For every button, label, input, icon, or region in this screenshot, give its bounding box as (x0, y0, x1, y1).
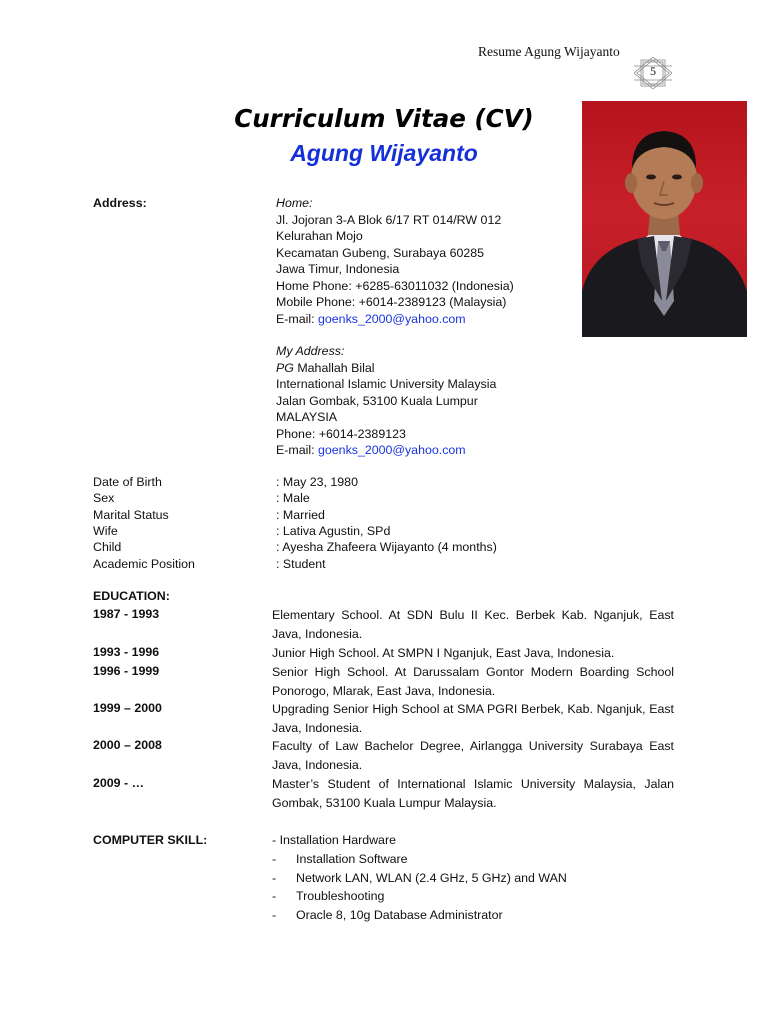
my-address-line: Jalan Gombak, 53100 Kuala Lumpur (276, 393, 478, 408)
home-address-line: Jawa Timur, Indonesia (276, 262, 400, 276)
computer-skill-heading: COMPUTER SKILL: (93, 833, 208, 847)
my-email-link[interactable]: goenks_2000@yahoo.com (318, 443, 466, 457)
home-email-row (276, 311, 466, 327)
document-title: Curriculum Vitae (CV) (234, 104, 534, 133)
wife-label: Wife (93, 523, 118, 538)
bullet-dash: - (272, 871, 277, 885)
education-description: Senior High School. At Darussalam Gontor Modern Boarding School Ponorogo, Mlarak, East Java, Indonesia. (272, 665, 674, 698)
home-address-line: Jl. Jojoran 3-A Blok 6/17 RT 014/RW 012 (276, 212, 502, 227)
skill-text: Oracle 8, 10g Database Administrator (296, 908, 503, 922)
bullet-dash: - (272, 908, 277, 922)
education-description: Elementary School. At SDN Bulu II Kec. Berbek Kab. Nganjuk, East Java, Indonesia. (272, 608, 674, 641)
pg-abbrev: PG (276, 360, 294, 375)
skill-item (272, 888, 384, 904)
home-email-link[interactable]: goenks_2000@yahoo.com (318, 311, 466, 326)
education-years: 1996 - 1999 (93, 664, 160, 678)
bullet-dash: - (272, 852, 277, 866)
my-address-first-line: Mahallah Bilal (293, 360, 375, 375)
home-heading: Home: (276, 196, 313, 210)
sex-label: Sex (93, 491, 115, 506)
dob-value: : May 23, 1980 (276, 475, 358, 489)
marital-label: Marital Status (93, 507, 169, 522)
education-years: 1999 – 2000 (93, 701, 162, 715)
my-address-heading: My Address: (276, 344, 345, 358)
education-years: 1993 - 1996 (93, 645, 160, 659)
home-phone: Home Phone: +6285-63011032 (Indonesia) (276, 278, 514, 293)
mobile-phone: Mobile Phone: +6014-2389123 (Malaysia) (276, 295, 507, 309)
skill-text: Installation Software (296, 852, 408, 866)
wife-value: : Lativa Agustin, SPd (276, 523, 391, 538)
position-label: Academic Position (93, 556, 195, 571)
portrait-photo (582, 101, 747, 337)
skill-item (272, 870, 567, 886)
home-address-line: Kecamatan Gubeng, Surabaya 60285 (276, 245, 485, 260)
education-description: Master’s Student of International Islamic University Malaysia, Jalan Gombak, 53100 Kuala Lumpur Malaysia. (272, 777, 674, 810)
dob-label: Date of Birth (93, 475, 162, 489)
running-header: Resume Agung Wijayanto (478, 44, 620, 59)
skill-text: Troubleshooting (296, 889, 385, 903)
marital-value: : Married (276, 507, 325, 522)
education-years: 2000 – 2008 (93, 738, 162, 752)
my-address-line (276, 360, 375, 376)
page-number: 5 (650, 64, 656, 78)
my-email-row (276, 442, 466, 458)
email-label: E-mail: (276, 311, 318, 326)
education-description: Junior High School. At SMPN I Nganjuk, East Java, Indonesia. (272, 646, 615, 660)
child-value: : Ayesha Zhafeera Wijayanto (4 months) (276, 540, 497, 555)
my-address-line: MALAYSIA (276, 410, 338, 424)
education-heading: EDUCATION: (93, 589, 170, 603)
education-years: 2009 - … (93, 776, 144, 790)
skill-item (272, 851, 408, 867)
bullet-dash: - (272, 889, 277, 903)
education-description: Upgrading Senior High School at SMA PGRI Berbek, Kab. Nganjuk, East Java, Indonesia. (272, 702, 674, 735)
home-address-line: Kelurahan Mojo (276, 229, 363, 243)
position-value: : Student (276, 556, 326, 571)
skill-text: Network LAN, WLAN (2.4 GHz, 5 GHz) and WAN (296, 871, 567, 885)
skill-item: - Installation Hardware (272, 833, 396, 847)
my-phone: Phone: +6014-2389123 (276, 426, 406, 441)
my-address-line: International Islamic University Malaysia (276, 377, 497, 391)
person-name: Agung Wijayanto (290, 140, 478, 166)
email-label: E-mail: (276, 443, 318, 457)
education-years: 1987 - 1993 (93, 607, 160, 621)
child-label: Child (93, 540, 122, 555)
skill-item (272, 907, 503, 923)
address-label: Address: (93, 196, 147, 210)
sex-value: : Male (276, 491, 310, 506)
education-description: Faculty of Law Bachelor Degree, Airlangga University Surabaya East Java, Indonesia. (272, 739, 674, 772)
